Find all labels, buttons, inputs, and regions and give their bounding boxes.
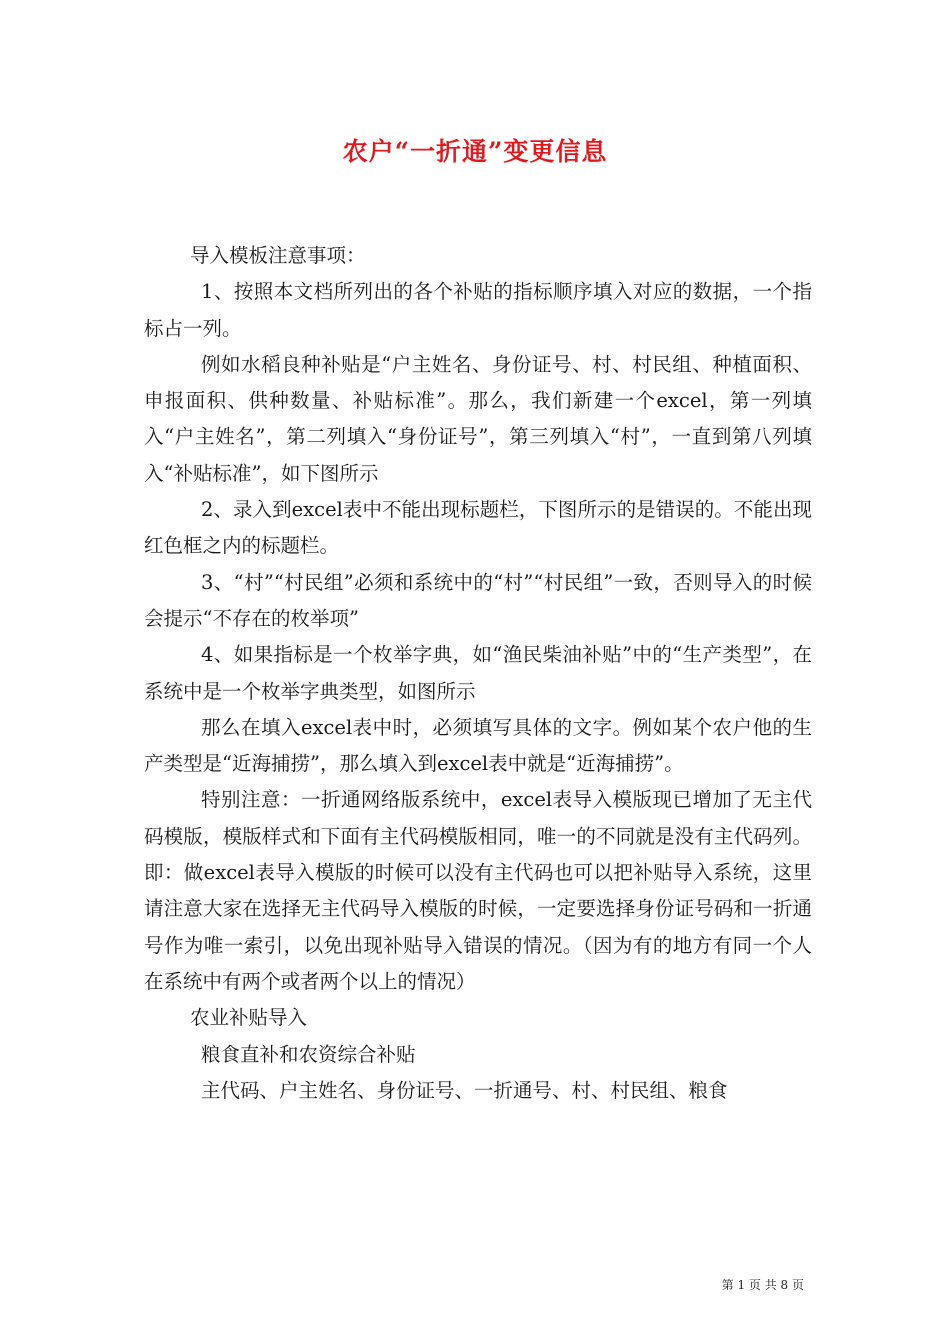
paragraph-field-list: 主代码、户主姓名、身份证号、一折通号、村、村民组、粮食 bbox=[201, 1078, 728, 1102]
paragraph-example: 例如水稻良种补贴是“户主姓名、身份证号、村、村民组、种植面积、申报面积、供种数量、补贴标准”。那么，我们新建一个excel，第一列填入“户主姓名”，第二列填入“身份证号”，第三列填入“村”，一直到第八列填入“补贴标准”，如下图所示 bbox=[144, 352, 812, 485]
page-number-footer bbox=[722, 1276, 804, 1293]
paragraph-fill-text: 那么在填入excel表中时，必须填写具体的文字。例如某个农户他的生产类型是“近海捕捞”，那么填入到excel表中就是“近海捕捞”。 bbox=[144, 715, 812, 776]
paragraph-item-1: 1、按照本文档所列出的各个补贴的指标顺序填入对应的数据，一个指标占一列。 bbox=[144, 280, 812, 340]
paragraph-item-2: 2、录入到excel表中不能出现标题栏，下图所示的是错误的。不能出现红色框之内的标题栏。 bbox=[144, 498, 812, 558]
page-number-label: 第 1 页 共 8 页 bbox=[721, 1278, 804, 1292]
paragraph-item-4: 4、如果指标是一个枚举字典，如“渔民柴油补贴”中的“生产类型”，在系统中是一个枚举字典类型，如图所示 bbox=[144, 643, 812, 703]
document-title: 农户“一折通”变更信息 bbox=[342, 137, 608, 166]
paragraph-item-3: 3、“村”“村民组”必须和系统中的“村”“村民组”一致，否则导入的时候会提示“不存在的枚举项” bbox=[144, 570, 812, 630]
paragraph-section-heading: 农业补贴导入 bbox=[190, 1006, 308, 1030]
paragraph-special-note: 特别注意：一折通网络版系统中，excel表导入模版现已增加了无主代码模版，模版样式和下面有主代码模版相同，唯一的不同就是没有主代码列。即：做excel表导入模版的时候可以没有主代码也可以把补贴导入系统，这里请注意大家在选择无主代码导入模版的时候，一定要选择身份证号码和一折通号作为唯一索引，以免出现补贴导入错误的情况。（因为有的地方有同一个人在系统中有两个或者两个以上的情况） bbox=[144, 788, 812, 993]
document-body bbox=[144, 238, 812, 1109]
paragraph-subsection-heading: 粮食直补和农资综合补贴 bbox=[201, 1042, 416, 1066]
paragraph-notice-heading: 导入模板注意事项： bbox=[190, 244, 366, 267]
